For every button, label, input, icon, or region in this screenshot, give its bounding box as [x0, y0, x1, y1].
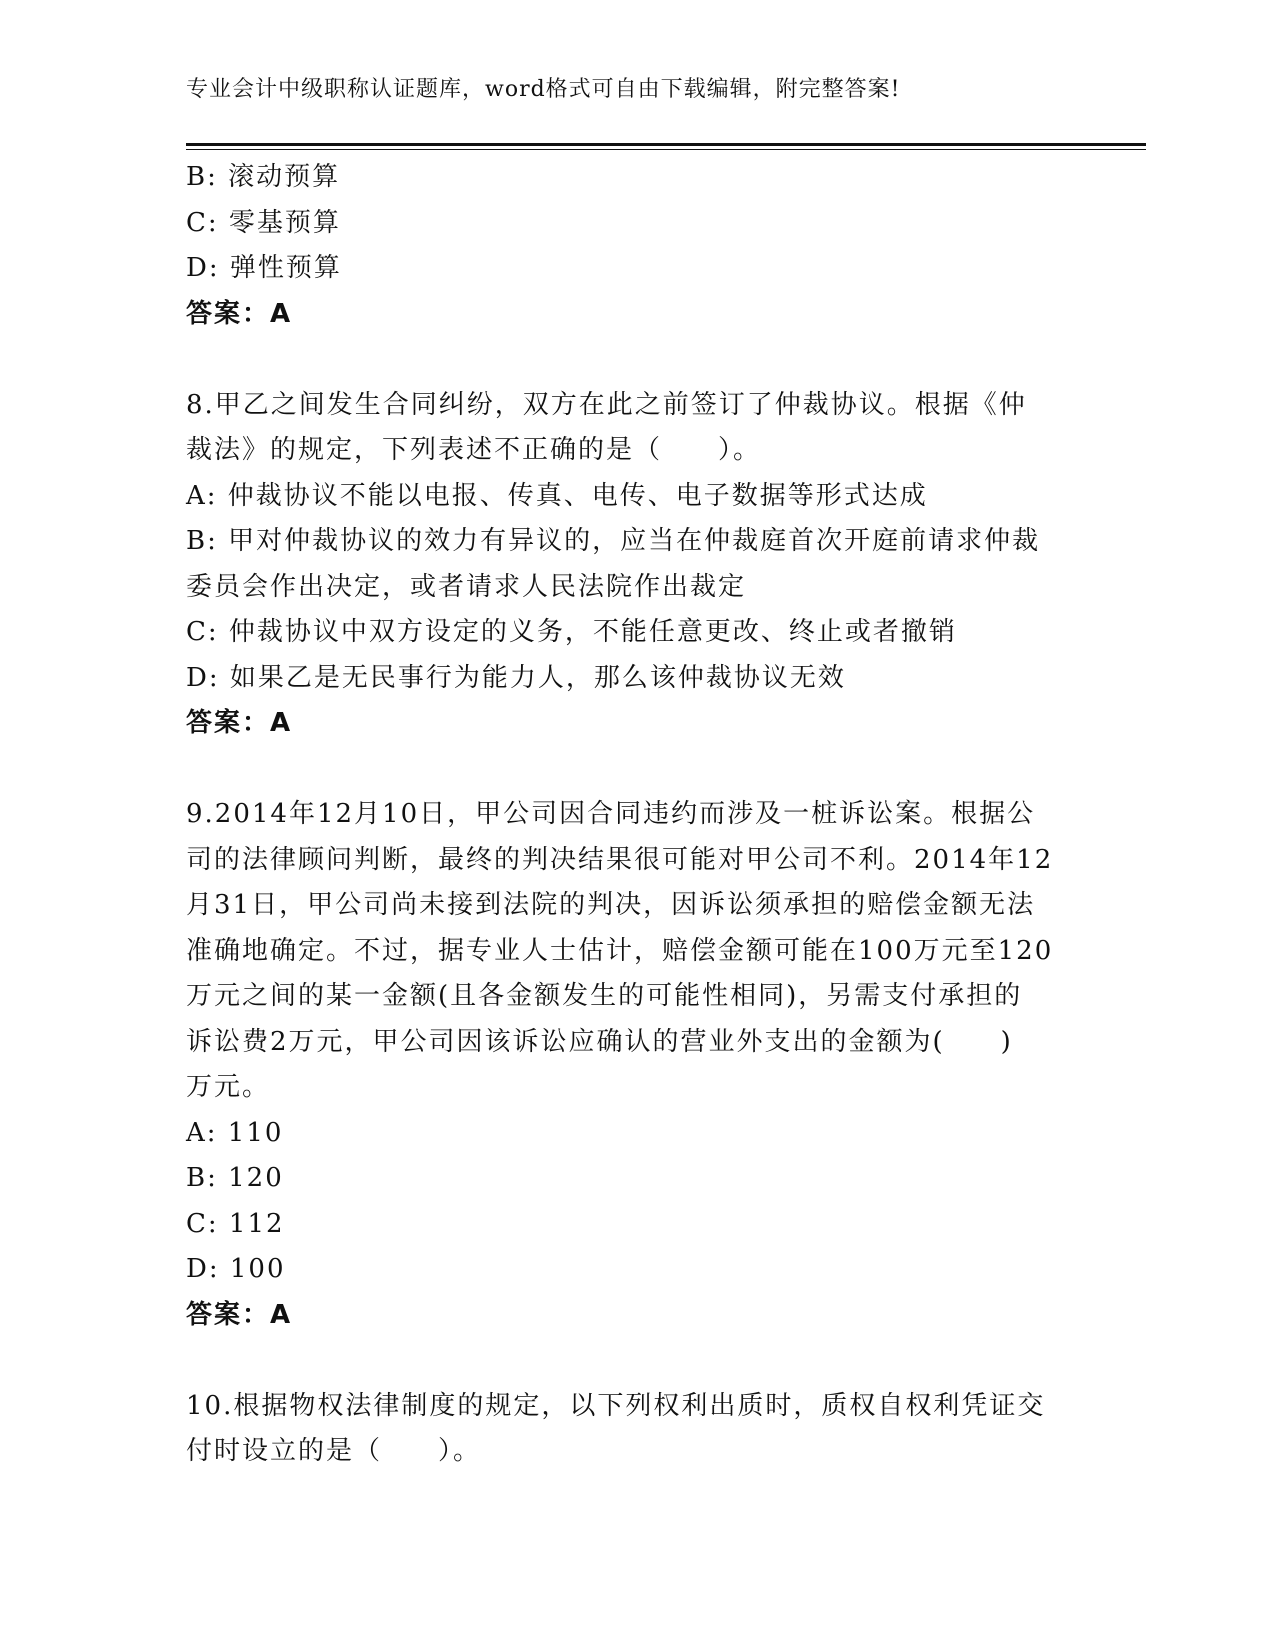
option-b-continued: 委员会作出决定，或者请求人民法院作出裁定	[186, 571, 747, 602]
option-c: C: 112	[186, 1208, 285, 1239]
header-rule-thin	[186, 149, 1146, 150]
question-text-line: 付时设立的是（ ）。	[186, 1436, 482, 1466]
option-b: B: 120	[186, 1163, 284, 1193]
question-text-line: 月31日，甲公司尚未接到法院的判决，因诉讼须承担的赔偿金额无法	[186, 890, 1036, 920]
question-text-line: 10.根据物权法律制度的规定，以下列权利出质时，质权自权利凭证交	[186, 1390, 1046, 1421]
option-d: D: 弹性预算	[186, 253, 342, 283]
option-d: D: 如果乙是无民事行为能力人，那么该仲裁协议无效	[186, 662, 846, 693]
header-rule-thick	[186, 143, 1146, 146]
question-text-line: 万元。	[186, 1072, 271, 1102]
option-a: A: 仲裁协议不能以电报、传真、电传、电子数据等形式达成	[186, 480, 928, 511]
question-block-10	[186, 1384, 1086, 1475]
option-c: C: 仲裁协议中双方设定的义务，不能任意更改、终止或者撤销	[186, 617, 957, 647]
spacer	[186, 747, 1086, 793]
option-d: D: 100	[186, 1254, 286, 1284]
option-c: C: 零基预算	[186, 207, 341, 238]
answer-line: 答案：A	[186, 1299, 293, 1330]
option-b: B: 滚动预算	[186, 162, 341, 192]
question-text-line: 8.甲乙之间发生合同纠纷，双方在此之前签订了仲裁协议。根据《仲	[186, 389, 1027, 420]
question-text-line: 司的法律顾问判断，最终的判决结果很可能对甲公司不利。2014年12	[186, 844, 1054, 875]
question-text-line: 裁法》的规定，下列表述不正确的是（ ）。	[186, 435, 762, 465]
option-a: A: 110	[186, 1117, 284, 1148]
question-text-line: 9.2014年12月10日，甲公司因合同违约而涉及一桩诉讼案。根据公	[186, 799, 1036, 829]
spacer	[186, 1338, 1086, 1384]
question-content	[186, 155, 1086, 1475]
question-text-line: 准确地确定。不过，据专业人士估计，赔偿金额可能在100万元至120	[186, 935, 1054, 966]
answer-line: 答案：A	[186, 708, 293, 738]
question-block-8	[186, 383, 1086, 747]
question-text-line: 诉讼费2万元，甲公司因该诉讼应确认的营业外支出的金额为( )	[186, 1026, 1013, 1057]
option-b: B: 甲对仲裁协议的效力有异议的，应当在仲裁庭首次开庭前请求仲裁	[186, 526, 1041, 556]
spacer	[186, 337, 1086, 383]
answer-line: 答案：A	[186, 298, 293, 329]
question-text-line: 万元之间的某一金额(且各金额发生的可能性相同)，另需支付承担的	[186, 981, 1023, 1011]
question-block-9	[186, 792, 1086, 1338]
question-block-7	[186, 155, 1086, 337]
page-header: 专业会计中级职称认证题库，word格式可自由下载编辑，附完整答案!	[186, 77, 901, 102]
